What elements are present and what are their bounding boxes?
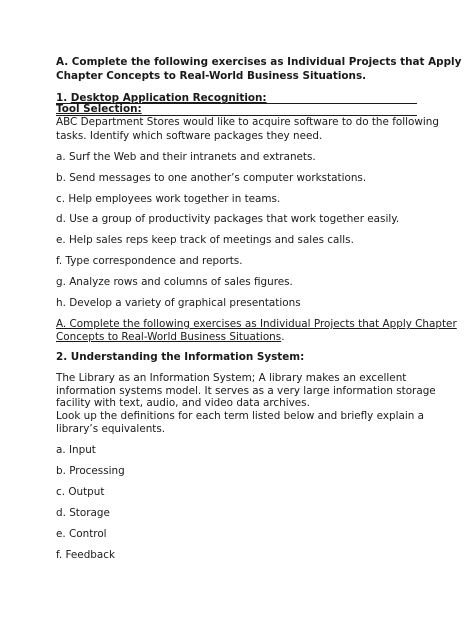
- list-item: a. Surf the Web and their intranets and extranets.: [56, 151, 316, 163]
- term-item: d. Storage: [56, 507, 110, 519]
- section1-subtitle: Tool Selection:: [56, 103, 142, 115]
- term-item: b. Processing: [56, 465, 125, 477]
- section2-title: 2. Understanding the Information System:: [56, 351, 305, 363]
- section2-para-line: The Library as an Information System; A library makes an excellent: [56, 372, 407, 384]
- section2-para-line: library’s equivalents.: [56, 423, 166, 435]
- heading-a-line2: Chapter Concepts to Real-World Business Situations.: [56, 70, 367, 82]
- list-item: h. Develop a variety of graphical presentations: [56, 297, 301, 309]
- repeat-heading-line1: A. Complete the following exercises as Individual Projects that Apply Chapter: [56, 318, 457, 330]
- heading-a-line1: A. Complete the following exercises as Individual Projects that Apply: [56, 56, 462, 68]
- list-item: d. Use a group of productivity packages that work together easily.: [56, 213, 400, 225]
- term-item: f. Feedback: [56, 549, 115, 561]
- term-item: a. Input: [56, 444, 96, 456]
- section1-number: 1.: [56, 92, 71, 104]
- list-item: g. Analyze rows and columns of sales figures.: [56, 276, 293, 288]
- list-item: e. Help sales reps keep track of meetings and sales calls.: [56, 234, 354, 246]
- section2-para-line: facility with text, audio, and video data archives.: [56, 397, 310, 409]
- list-item: b. Send messages to one another’s computer workstations.: [56, 172, 367, 184]
- term-item: e. Control: [56, 528, 107, 540]
- repeat-heading-line2-wrap: [56, 331, 285, 344]
- repeat-heading-line2: Concepts to Real-World Business Situations: [56, 331, 282, 343]
- section2-para-line: information systems model. It serves as a very large information storage: [56, 385, 436, 397]
- section1-intro-line1: ABC Department Stores would like to acquire software to do the following: [56, 116, 439, 128]
- term-item: c. Output: [56, 486, 105, 498]
- section1-intro-line2: tasks. Identify which software packages they need.: [56, 130, 323, 142]
- list-item: c. Help employees work together in teams.: [56, 193, 281, 205]
- repeat-heading-period: .: [281, 331, 285, 343]
- section1-title: Desktop Application Recognition:: [70, 92, 267, 104]
- section2-para-line: Look up the definitions for each term listed below and briefly explain a: [56, 410, 424, 422]
- list-item: f. Type correspondence and reports.: [56, 255, 243, 267]
